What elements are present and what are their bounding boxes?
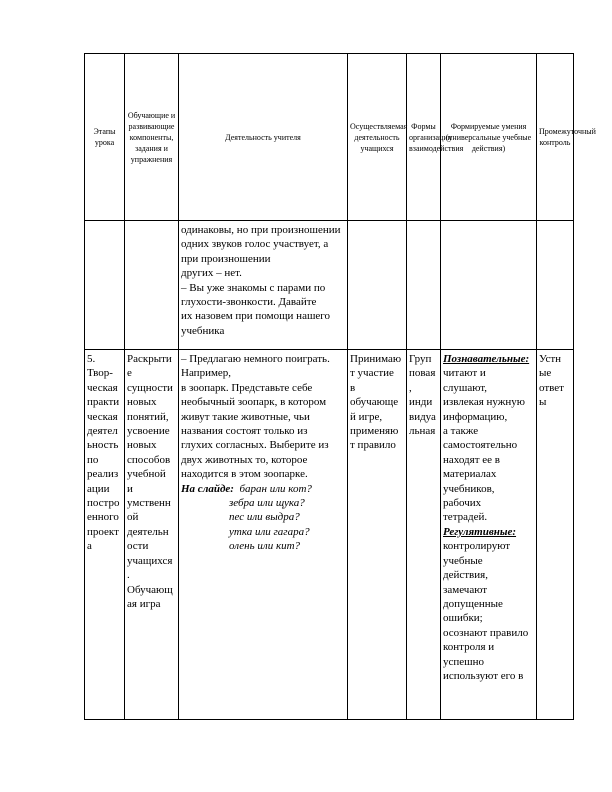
teacher-line: в зоопарк. Представьте себе — [181, 381, 313, 394]
goals-line: сущности — [127, 381, 173, 394]
slide-pair-line — [181, 482, 345, 496]
forms-line: Груп — [409, 353, 432, 365]
skills-line: находят ее в — [443, 453, 500, 466]
students-line: й игре, — [350, 410, 383, 423]
cognitive-label: Познавательные: — [443, 353, 530, 365]
skills-line: допущенные — [443, 597, 503, 610]
skills-line: действия, — [443, 569, 488, 582]
skills-line: осознают правило — [443, 626, 529, 639]
skills-line: успешно — [443, 655, 485, 668]
stage-line: по — [87, 453, 99, 466]
cont-teacher-line: глухости-звонкости. Давайте — [181, 296, 317, 309]
students-line: т правило — [350, 439, 396, 452]
stage-5-students-cell — [348, 350, 407, 720]
stage-5-forms-cell — [407, 350, 441, 720]
stage-line: проект — [87, 525, 119, 538]
animal-pair: баран или кот? — [239, 482, 312, 495]
stage-5-control-cell — [537, 350, 574, 720]
forms-line: инди — [409, 396, 433, 409]
animal-pair: утка или гагара? — [229, 525, 310, 538]
cont-forms-cell — [407, 221, 441, 350]
cont-teacher-line: учебника — [181, 324, 225, 337]
cont-teacher-line: их назовем при помощи нашего — [181, 310, 331, 323]
skills-regulatory-line — [443, 525, 534, 539]
skills-line: читают и — [443, 367, 486, 380]
stage-line: Твор- — [87, 367, 113, 380]
cont-teacher-line: одинаковы, но при произношении — [181, 224, 341, 236]
goals-line: новых — [127, 439, 157, 452]
header-skills: Формируемые умения (универсальные учебные действия) — [441, 54, 537, 221]
cont-students-cell — [348, 221, 407, 350]
students-line: т участие — [350, 367, 394, 380]
control-line: ы — [539, 396, 547, 409]
goals-line: ая игра — [127, 597, 161, 610]
goals-line: понятий, — [127, 410, 169, 423]
skills-line: учебные — [443, 554, 483, 567]
stage-5-teacher-cell — [179, 350, 348, 720]
regulatory-label: Регулятивные: — [443, 525, 517, 538]
stage-line: ческая — [87, 381, 118, 394]
animal-pair: олень или кит? — [229, 540, 301, 553]
header-control: Промежуточный контроль — [537, 54, 574, 221]
continuation-row — [85, 221, 574, 350]
control-line: ые — [539, 367, 552, 380]
students-line: применяю — [350, 425, 399, 438]
skills-line: слушают, — [443, 381, 488, 394]
forms-line: льная — [409, 425, 436, 438]
stage-line: а — [87, 540, 92, 553]
goals-line: ости — [127, 540, 149, 553]
goals-line: Обучающ — [127, 583, 173, 596]
teacher-line: двух животных то, которое — [181, 453, 308, 466]
cont-teacher-cell — [179, 221, 348, 350]
students-line: Принимаю — [350, 353, 402, 365]
teacher-line: Например, — [181, 367, 232, 380]
slide-label: На слайде: — [181, 482, 234, 495]
stage-line: ации — [87, 482, 110, 495]
stage-5-row — [85, 350, 574, 720]
skills-line: тетрадей. — [443, 511, 488, 524]
skills-line: замечают — [443, 583, 488, 596]
skills-line: используют его в — [443, 669, 524, 682]
skills-line: контролируют — [443, 540, 511, 553]
stage-line: енного — [87, 511, 119, 524]
goals-line: усвоение — [127, 425, 170, 438]
skills-line: рабочих — [443, 497, 482, 510]
goals-line: . — [127, 569, 130, 582]
skills-line: контроля и — [443, 641, 495, 654]
cont-teacher-line: при произношении — [181, 252, 271, 265]
teacher-line: глухих согласных. Выберите из — [181, 439, 329, 452]
skills-line: информацию, — [443, 410, 508, 423]
animal-pair: пес или выдра? — [229, 511, 300, 524]
header-teacher-activity: Деятельность учителя — [179, 54, 348, 221]
header-forms: Формы организации взаимодействия — [407, 54, 441, 221]
teacher-line: находится в этом зоопарке. — [181, 468, 308, 481]
goals-line: ой — [127, 511, 139, 524]
forms-line: видуа — [409, 410, 436, 423]
header-student-activity: Осуществляемая деятельность учащихся — [348, 54, 407, 221]
skills-line: ошибки; — [443, 612, 483, 625]
stage-line: деятел — [87, 425, 118, 438]
goals-line: учащихся — [127, 554, 173, 567]
cont-teacher-line: – Вы уже знакомы с парами по — [181, 281, 326, 294]
goals-line: е — [127, 367, 132, 380]
students-line: обучающе — [350, 396, 399, 409]
skills-line: а также — [443, 425, 479, 438]
cont-teacher-line: других – нет. — [181, 267, 242, 280]
header-row — [85, 54, 574, 221]
stage-line: реализ — [87, 468, 119, 481]
teacher-line: названия состоят только из — [181, 425, 308, 438]
skills-line: учебников, — [443, 482, 495, 495]
students-line: в — [350, 381, 356, 394]
teacher-line: живут такие животные, чьи — [181, 410, 310, 423]
stage-5-goals-cell — [125, 350, 179, 720]
goals-line: деятельн — [127, 525, 169, 538]
lesson-plan-table — [84, 53, 596, 720]
cont-stage-cell — [85, 221, 125, 350]
stage-line: 5. — [87, 353, 96, 365]
skills-line: извлекая нужную — [443, 396, 525, 409]
header-stages: Этапы урока — [85, 54, 125, 221]
goals-line: новых — [127, 396, 157, 409]
stage-line: постро — [87, 497, 120, 510]
cont-skills-cell — [441, 221, 537, 350]
cont-control-cell — [537, 221, 574, 350]
skills-line: материалах — [443, 468, 497, 481]
stage-line: ьность — [87, 439, 119, 452]
stage-5-skills-cell — [441, 350, 537, 720]
goals-line: и — [127, 482, 133, 495]
cont-goals-cell — [125, 221, 179, 350]
header-goals: Обучающие и развивающие компоненты, задания и упражнения — [125, 54, 179, 221]
stage-5-stage-cell — [85, 350, 125, 720]
goals-line: Раскрыти — [127, 353, 172, 365]
goals-line: способов — [127, 453, 171, 466]
teacher-line: – Предлагаю немного поиграть. — [181, 353, 330, 365]
animal-pair: зебра или щука? — [229, 497, 305, 510]
teacher-line: необычный зоопарк, в котором — [181, 396, 327, 409]
stage-line: ческая — [87, 410, 118, 423]
goals-line: учебной — [127, 468, 166, 481]
cont-teacher-line: одних звуков голос участвует, а — [181, 238, 329, 251]
goals-line: умственн — [127, 497, 171, 510]
stage-line: практи — [87, 396, 120, 409]
skills-line: самостоятельно — [443, 439, 518, 452]
control-line: Устн — [539, 353, 562, 365]
control-line: ответ — [539, 381, 564, 394]
skills-cognitive-line — [443, 352, 534, 366]
forms-line: повая — [409, 367, 436, 380]
forms-line: , — [409, 381, 412, 394]
